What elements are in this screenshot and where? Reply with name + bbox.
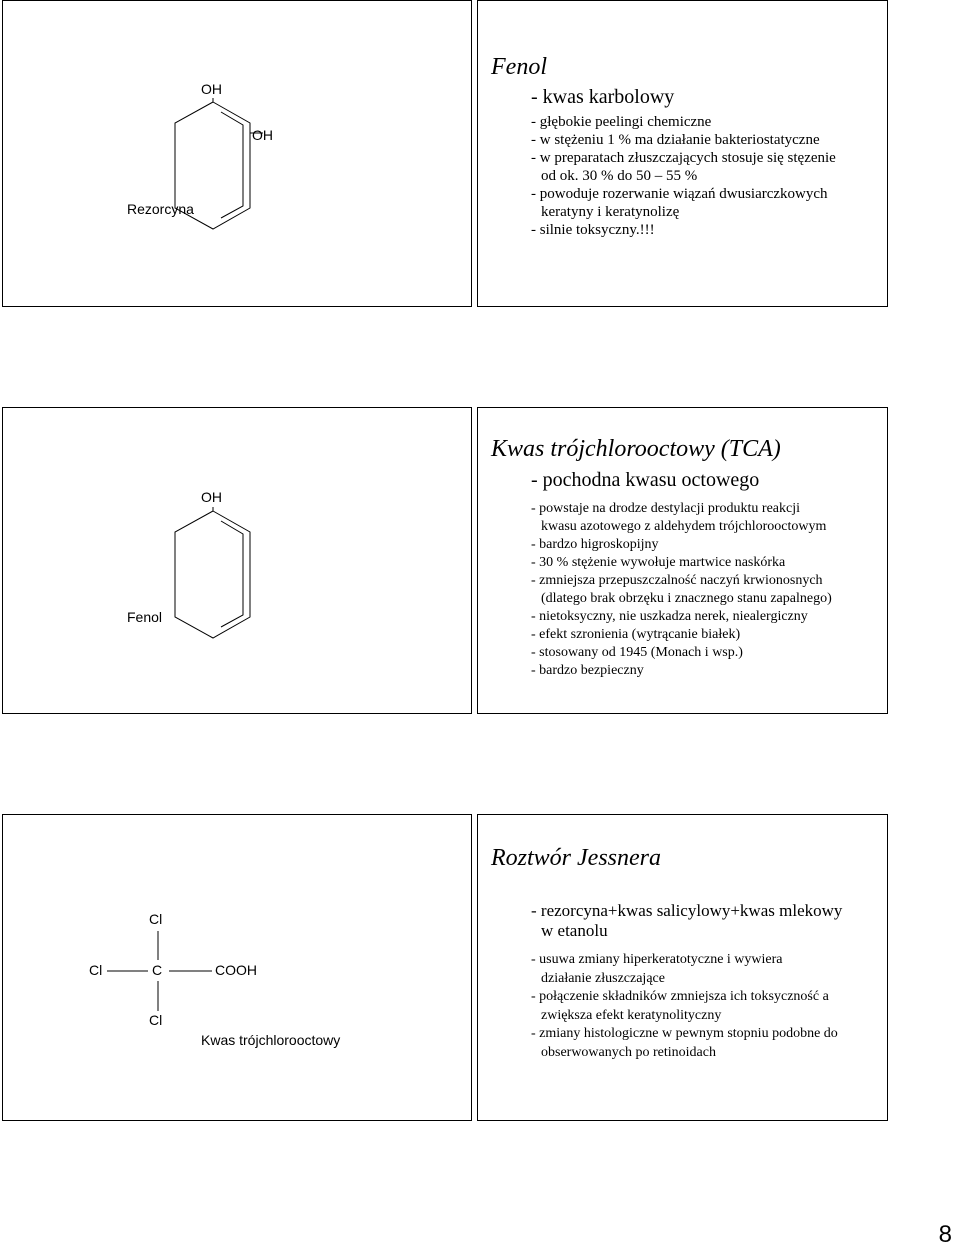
- compound-label: Fenol: [127, 609, 163, 625]
- slide-rezorcyna-structure: [2, 0, 472, 307]
- oh-label-top: OH: [201, 81, 222, 97]
- list-item: - powoduje rozerwanie wiązań dwusiarczkowych: [531, 186, 828, 202]
- list-item: - 30 % stężenie wywołuje martwice naskórka: [531, 555, 786, 570]
- list-item: keratyny i keratynolizę: [541, 204, 680, 220]
- slide-tca-structure: [2, 814, 472, 1121]
- list-item: - głębokie peelingi chemiczne: [531, 114, 712, 130]
- list-item: - zmniejsza przepuszczalność naczyń krwionosnych: [531, 573, 823, 588]
- headline-line: - rezorcyna+kwas salicylowy+kwas mlekowy: [531, 901, 843, 920]
- list-item: - bardzo bezpieczny: [531, 663, 644, 678]
- slide-headline: [531, 901, 842, 941]
- slide-title: Fenol: [491, 54, 547, 80]
- compound-label: Rezorcyna: [127, 201, 194, 217]
- chlorine-label-top: Cl: [149, 911, 163, 927]
- slide-headline: - pochodna kwasu octowego: [531, 469, 760, 491]
- list-item: działanie złuszczające: [541, 970, 665, 986]
- list-item: - zmiany histologiczne w pewnym stopniu podobne do: [531, 1026, 838, 1041]
- compound-label: Kwas trójchlorooctowy: [201, 1032, 341, 1048]
- bullet-list: [531, 500, 832, 680]
- list-item: - połączenie składników zmniejsza ich toksyczność a: [531, 989, 829, 1004]
- list-item: - powstaje na drodze destylacji produktu reakcji: [531, 501, 801, 516]
- page-number: 8: [938, 1221, 952, 1248]
- carboxyl-label: COOH: [215, 962, 257, 978]
- slide-tca-text: [477, 407, 888, 714]
- list-item: (dlatego brak obrzęku i znacznego stanu zapalnego): [541, 591, 832, 606]
- list-item: zwiększa efekt keratynolityczny: [541, 1007, 722, 1023]
- list-item: od ok. 30 % do 50 – 55 %: [541, 168, 698, 184]
- list-item: - w preparatach złuszczających stosuje się stęzenie: [531, 150, 836, 166]
- slide-headline: - kwas karbolowy: [531, 86, 675, 108]
- list-item: - bardzo higroskopijny: [531, 537, 659, 552]
- list-item: - w stężeniu 1 % ma działanie bakteriostatyczne: [531, 132, 820, 148]
- benzene-ring-diagram: [3, 408, 473, 715]
- slide-title: Roztwór Jessnera: [491, 845, 661, 871]
- list-item: kwasu azotowego z aldehydem trójchlorooctowym: [541, 519, 827, 534]
- chlorine-label-left: Cl: [89, 962, 103, 978]
- oh-label-side: OH: [252, 127, 273, 143]
- list-item: - silnie toksyczny.!!!: [531, 222, 655, 238]
- oh-label-top: OH: [201, 489, 222, 505]
- slide-jessner-text: [477, 814, 888, 1121]
- slide-title: Kwas trójchlorooctowy (TCA): [491, 436, 781, 462]
- list-item: - stosowany od 1945 (Monach i wsp.): [531, 645, 743, 660]
- carbon-label: C: [152, 962, 163, 978]
- list-item: obserwowanych po retinoidach: [541, 1044, 716, 1060]
- list-item: - usuwa zmiany hiperkeratotyczne i wywiera: [531, 952, 783, 967]
- bullet-list: [531, 951, 838, 1062]
- slide-fenol-structure: [2, 407, 472, 714]
- chlorine-label-bottom: Cl: [149, 1012, 163, 1028]
- list-item: - efekt szronienia (wytrącanie białek): [531, 627, 741, 642]
- headline-line: w etanolu: [541, 921, 608, 940]
- bullet-list: [531, 113, 836, 239]
- slide-fenol-text: [477, 0, 888, 307]
- list-item: - nietoksyczny, nie uszkadza nerek, niealergiczny: [531, 609, 808, 624]
- benzene-ring-diagram: [3, 1, 473, 308]
